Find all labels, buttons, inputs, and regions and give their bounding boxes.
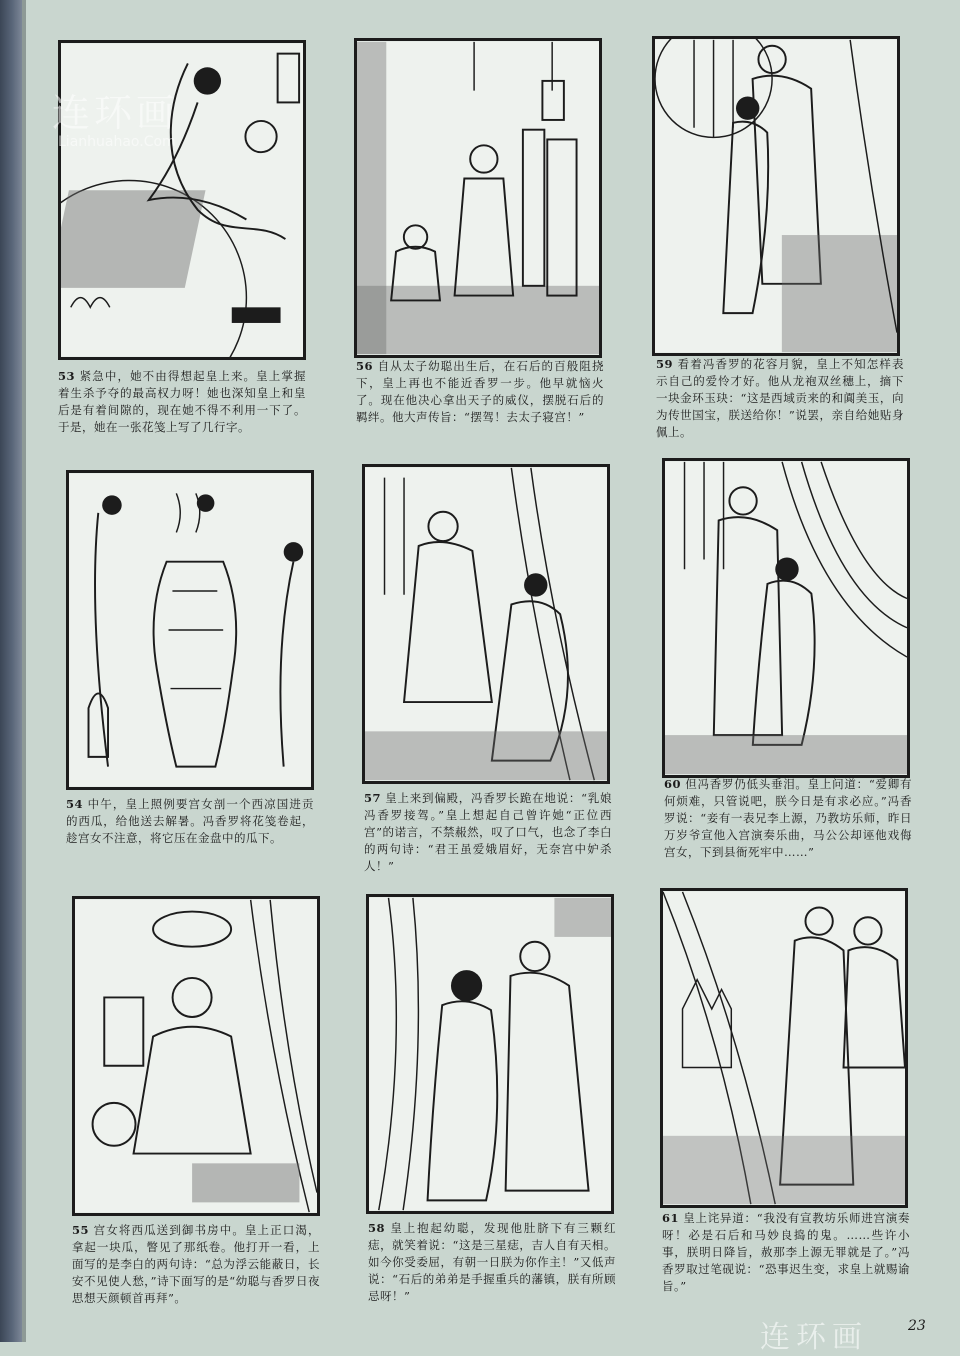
emperor-at-desk-illustration [663,891,905,1205]
panel-61-caption [662,1210,910,1295]
panel-text: 皇上诧异道：“我没有宣教坊乐师进宫演奏呀！必是石后和马妙良捣的鬼。……些许小事，朕明日降旨，赦那李上源无罪就是了。”冯香罗取过笔砚说：“恐事迟生变，求皇上就赐谕旨。” [662,1211,910,1293]
emperor-holding-child-illustration [369,897,611,1211]
panel-number: 54 [66,797,84,811]
palace-maids-vase-illustration [69,473,311,787]
watermark-url: Lianhuahao.Com [58,134,176,150]
panel-57-illustration [362,464,610,784]
emperor-and-officials-illustration [357,41,599,355]
book-spine [0,0,22,1342]
watermark-bottom: 连环画 [760,1320,868,1355]
panel-56-illustration [354,38,602,358]
panel-text: 但冯香罗仍低头垂泪。皇上问道：“爱卿有何烦难，只管说吧，朕今日是有求必应。”冯香罗说：“妾有一表兄李上源，乃教坊乐师，昨日万岁爷宣他入宫演奏乐曲，马公公却诬他戏侮宫女，下到县衙死牢中……” [664,777,912,859]
panel-53-caption [58,368,306,436]
panel-57-caption [364,790,612,875]
panel-number: 58 [368,1221,386,1235]
emperor-seated-lady-kneeling-illustration [365,467,607,781]
panel-61-illustration [660,888,908,1208]
panel-number: 61 [662,1211,680,1225]
panel-text: 皇上来到偏殿，冯香罗长跪在地说：“乳娘冯香罗接驾。”皇上想起自己曾许她“正位西宫”的诺言，不禁赧然，叹了口气，也念了李白的两句诗：“君王虽爱娥眉好，无奈宫中妒杀人！” [364,791,612,873]
panel-text: 紧急中，她不由得想起皇上来。皇上掌握着生杀予夺的最高权力呀！她也深知皇上和皇后是有着间隙的，现在她不得不利用一下了。于是，她在一张花笺上写了几行字。 [58,369,306,434]
panel-58-caption [368,1220,616,1305]
panel-56-caption [356,358,604,426]
panel-text: 看着冯香罗的花容月貌，皇上不知怎样表示自己的爱怜才好。他从龙袍双丝穗上，摘下一块金环玉玦：“这是西域贡来的和阗美玉，向为传世国宝，朕送给你！”说罢，亲自给她贴身佩上。 [656,357,904,439]
panel-60-illustration [662,458,910,778]
panel-55-caption [72,1222,320,1307]
lady-weeping-before-emperor-illustration [665,461,907,775]
watermark: 连环画 [52,91,179,135]
emperor-gifting-jade-illustration [655,39,897,353]
panel-number: 53 [58,369,76,383]
panel-text: 宫女将西瓜送到御书房中。皇上正口渴，拿起一块瓜，瞥见了那纸卷。他打开一看，上面写的是李白的两句诗：“总为浮云能蔽日，长安不见使人愁，”诗下面写的是“幼聪与香罗日夜思想天颜顿首再拜”。 [72,1223,320,1305]
panel-55-illustration [72,896,320,1216]
panel-number: 60 [664,777,682,791]
panel-59-illustration [652,36,900,356]
panel-59-caption [656,356,904,441]
page-number: 23 [908,1318,926,1334]
panel-58-illustration [366,894,614,1214]
emperor-study-illustration [75,899,317,1213]
panel-text: 自从太子幼聪出生后，在石后的百般阻挠下，皇上再也不能近香罗一步。他早就恼火了。现在他决心拿出天子的威仪，摆脱石后的羁绊。他大声传旨：“摆驾！去太子寝宫！” [356,359,604,424]
panel-text: 皇上抱起幼聪，发现他肚脐下有三颗红痣，就笑着说：“这是三星痣，吉人自有天相。如今你受委屈，有朝一日朕为你作主！”又低声说：“石后的弟弟是手握重兵的藩镇，朕有所顾忌呀！” [368,1221,616,1303]
spine-edge [22,0,26,1342]
panel-text: 中午，皇上照例要宫女剖一个西凉国进贡的西瓜，给他送去解暑。冯香罗将花笺卷起，趁宫女不注意，将它压在金盘中的瓜下。 [66,797,314,845]
panel-number: 55 [72,1223,90,1237]
panel-60-caption [664,776,912,861]
panel-number: 57 [364,791,382,805]
panel-54-caption [66,796,314,847]
panel-number: 56 [356,359,374,373]
panel-54-illustration [66,470,314,790]
panel-number: 59 [656,357,674,371]
